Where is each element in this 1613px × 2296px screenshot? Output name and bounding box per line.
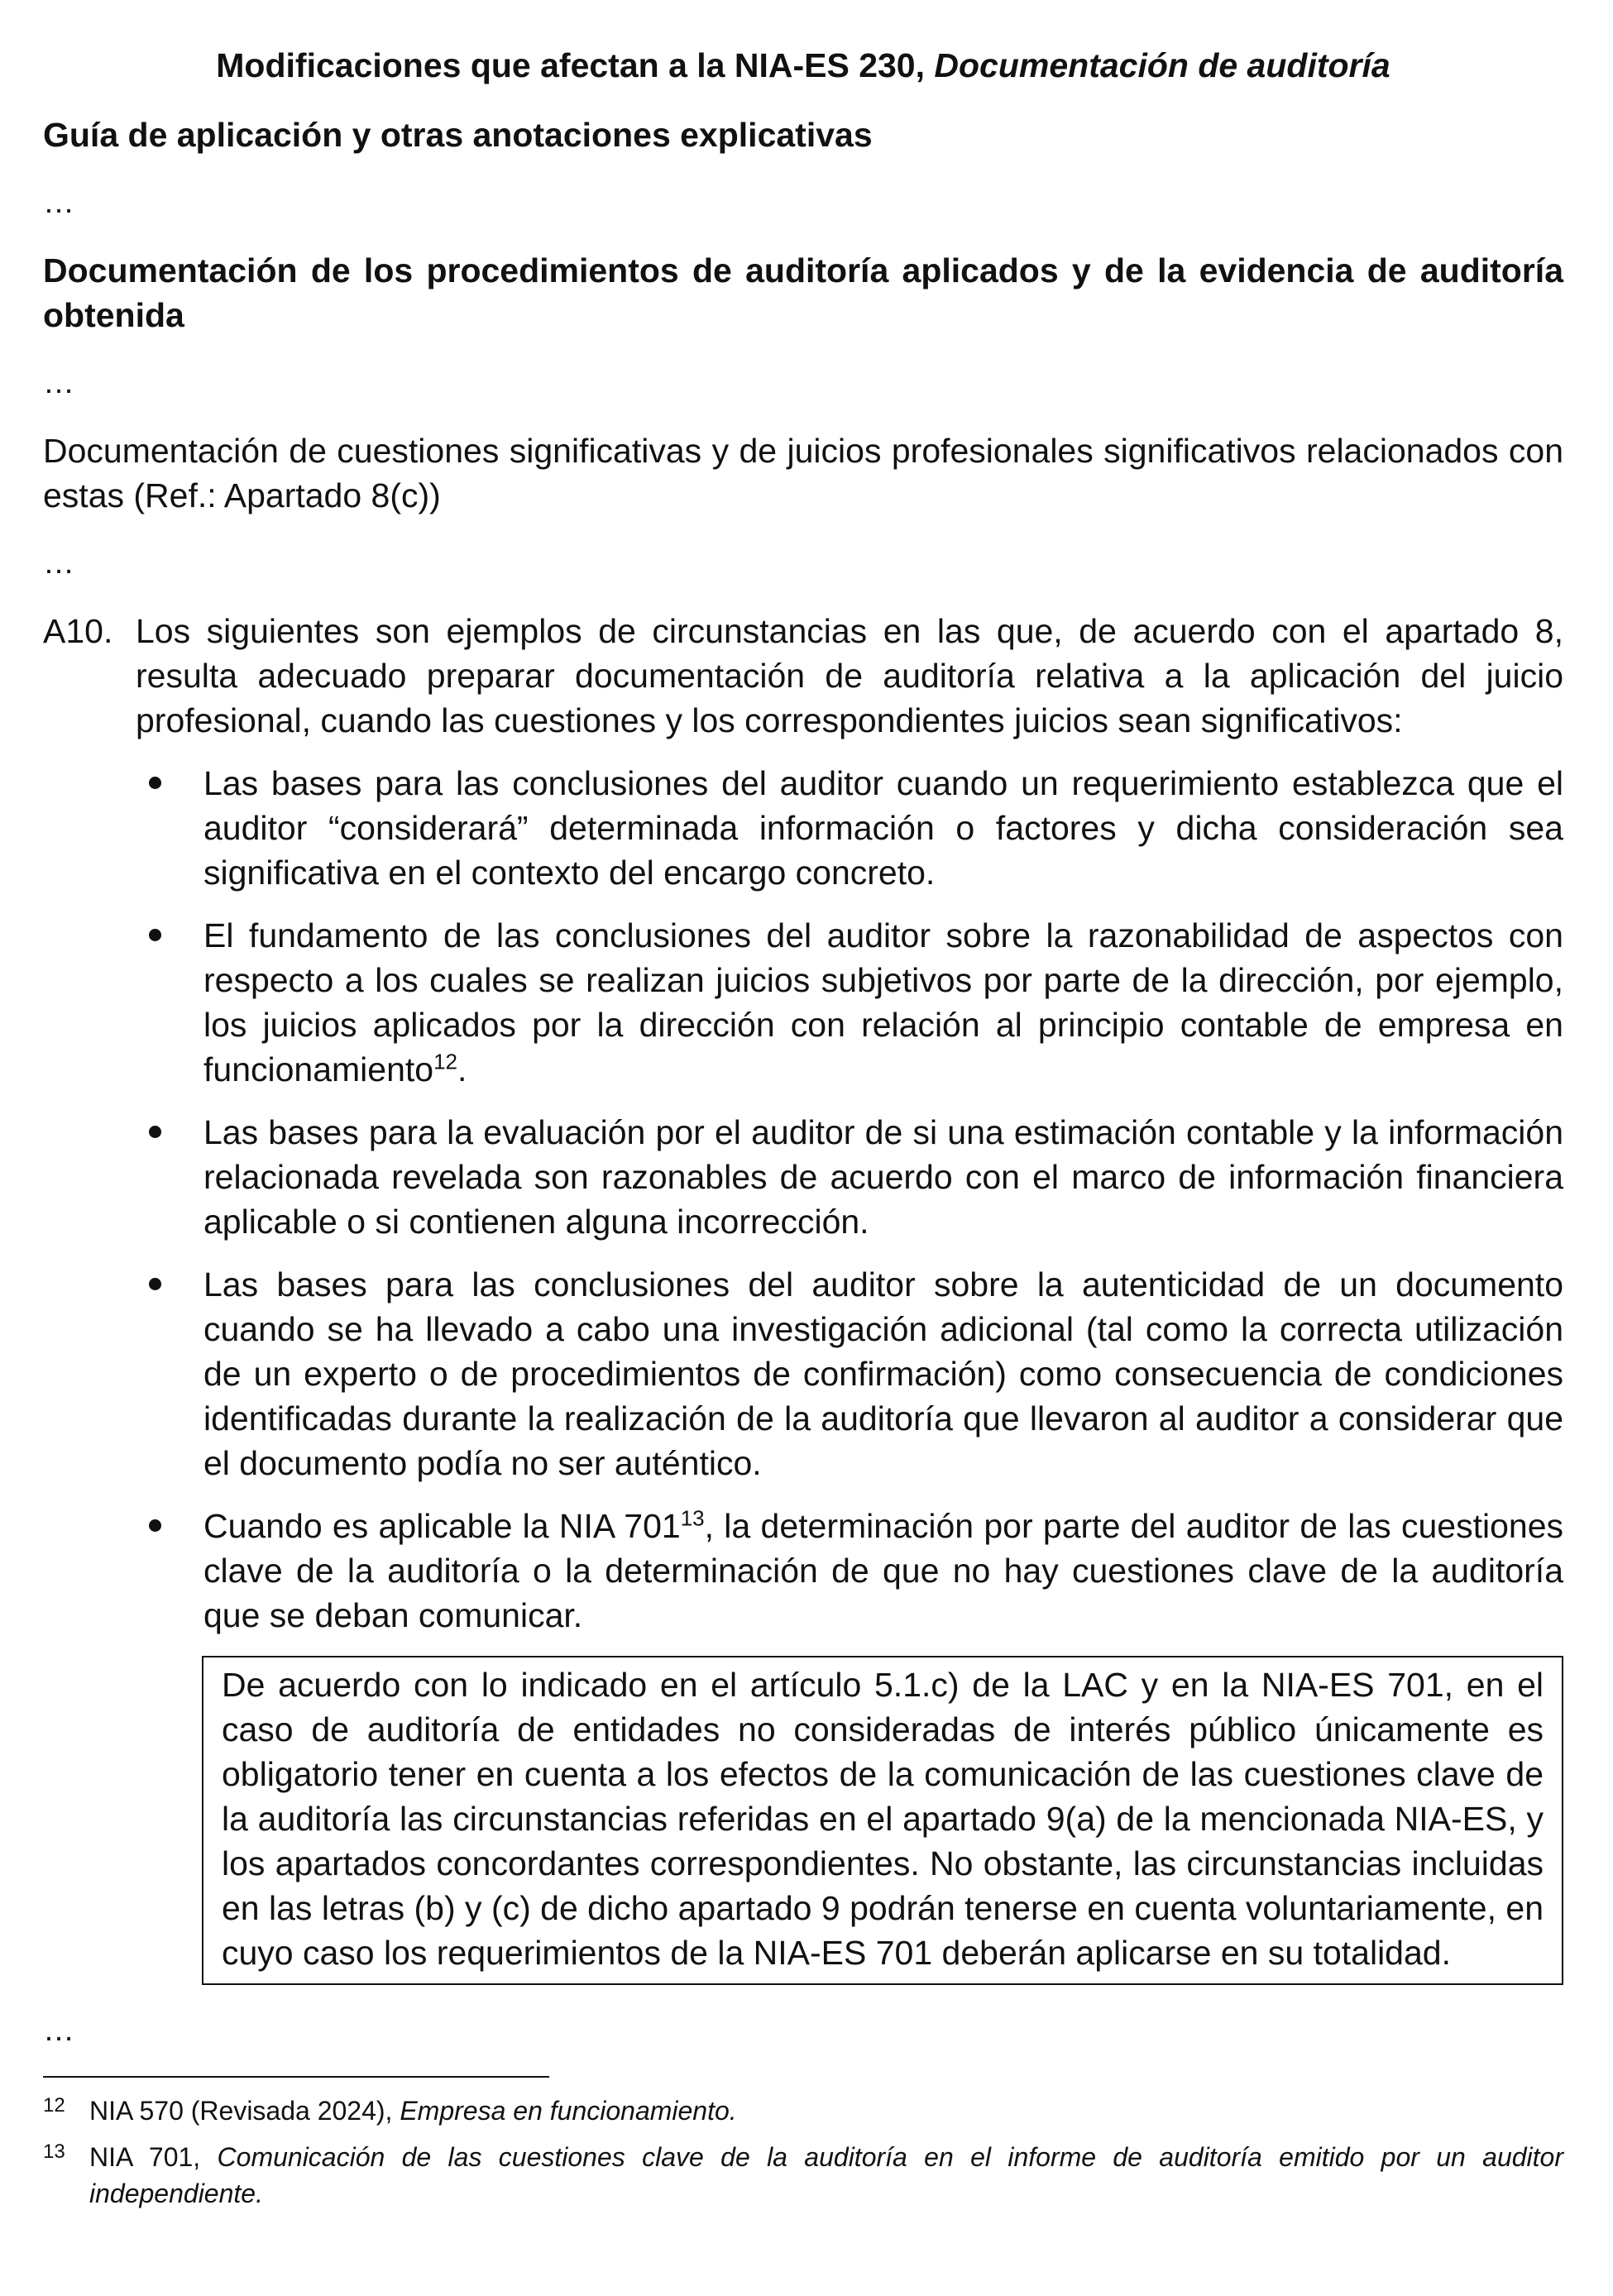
bullet-item	[43, 761, 1563, 895]
paragraph-text: Los siguientes son ejemplos de circunstancias en las que, de acuerdo con el apartado 8, resulta adecuado preparar documentación de auditoría relativa a la aplicación del juicio profesional, cuando las cuestiones y los correspondientes juicios sean significativos:	[136, 612, 1563, 739]
ellipsis-4: …	[43, 2013, 74, 2048]
footnote	[43, 2093, 1563, 2129]
bullet-item	[43, 1262, 1563, 1485]
bullet-icon	[149, 1126, 161, 1138]
bullet-text-after: , la determinación por parte del auditor de las cuestiones clave de la auditoría o la determinación de que no hay cuestiones clave de la auditoría que se deban comunicar.	[203, 1507, 1563, 1634]
footnote-ref[interactable]: 12	[433, 1049, 457, 1074]
page-title	[43, 43, 1563, 88]
bullet-item	[43, 1504, 1563, 1638]
bullet-item	[43, 913, 1563, 1092]
footnote	[43, 2139, 1563, 2212]
document-page	[43, 43, 1563, 2222]
bullet-text: Cuando es aplicable la NIA 701	[203, 1507, 681, 1545]
subheading: Documentación de los procedimientos de auditoría aplicados y de la evidencia de auditoría obtenida	[43, 251, 1563, 334]
bullet-text-after: .	[457, 1050, 467, 1088]
footnote-ref[interactable]: 13	[680, 1505, 705, 1531]
bullet-text: El fundamento de las conclusiones del auditor sobre la razonabilidad de aspectos con respecto a los cuales se realizan juicios subjetivos por parte de la dirección, por ejemplo, los juicios aplicados por la dirección con relación al principio contable de empresa en funcionamiento	[203, 916, 1563, 1088]
footnote-plain: NIA 570 (Revisada 2024),	[89, 2096, 400, 2126]
bullet-icon	[149, 777, 161, 789]
bullet-text: Las bases para la evaluación por el auditor de si una estimación contable y la información relacionada revelada son razonables de acuerdo con el marco de información financiera aplicable o si contienen alguna incorrección.	[203, 1113, 1563, 1241]
paragraph-a10	[43, 609, 1563, 743]
bullet-list	[43, 761, 1563, 1638]
title-prefix: Modificaciones que afectan a la NIA-ES 230,	[216, 46, 935, 84]
footnote-number: 12	[43, 2094, 65, 2117]
ellipsis-2: …	[43, 366, 74, 400]
footnote-divider	[43, 2076, 549, 2078]
footnote-italic: Empresa en funcionamiento.	[400, 2096, 737, 2126]
section-heading: Guía de aplicación y otras anotaciones explicativas	[43, 116, 873, 154]
boxed-note: De acuerdo con lo indicado en el artículo 5.1.c) de la LAC y en la NIA-ES 701, en el caso de auditoría de entidades no consideradas de interés público únicamente es obligatorio tener en cuenta a los efectos de la comunicación de las cuestiones clave de la auditoría las circunstancias referidas en el apartado 9(a) de la mencionada NIA-ES, y los apartados concordantes correspondientes. No obstante, las circunstancias incluidas en las letras (b) y (c) de dicho apartado 9 podrán tenerse en cuenta voluntariamente, en cuyo caso los requerimientos de la NIA-ES 701 deberán aplicarse en su totalidad.	[202, 1656, 1563, 1985]
paragraph-number: A10.	[43, 612, 113, 650]
bullet-icon	[149, 929, 161, 941]
bullet-text: Las bases para las conclusiones del auditor sobre la autenticidad de un documento cuando se ha llevado a cabo una investigación adicional (tal como la correcta utilización de un experto o de procedimientos de confirmación) como consecuencia de condiciones identificadas durante la realización de la auditoría que llevaron al auditor a considerar que el documento podía no ser auténtico.	[203, 1265, 1563, 1482]
bullet-icon	[149, 1519, 161, 1532]
bullet-item	[43, 1110, 1563, 1244]
footnote-text	[89, 2139, 1563, 2212]
bullet-icon	[149, 1278, 161, 1290]
ellipsis-1: …	[43, 185, 74, 220]
footnote-plain: NIA 701,	[89, 2142, 218, 2172]
topic-heading: Documentación de cuestiones significativas y de juicios profesionales significativos relacionados con estas (Ref.: Apartado 8(c))	[43, 432, 1563, 514]
footnote-number: 13	[43, 2141, 65, 2163]
footnote-text	[89, 2093, 1563, 2129]
title-italic: Documentación de auditoría	[934, 46, 1390, 84]
ellipsis-3: …	[43, 546, 74, 581]
footnote-italic: Comunicación de las cuestiones clave de la auditoría en el informe de auditoría emitido por un auditor independiente.	[89, 2142, 1564, 2208]
bullet-text: Las bases para las conclusiones del auditor cuando un requerimiento establezca que el auditor “considerará” determinada información o factores y dicha consideración sea significativa en el contexto del encargo concreto.	[203, 764, 1563, 892]
